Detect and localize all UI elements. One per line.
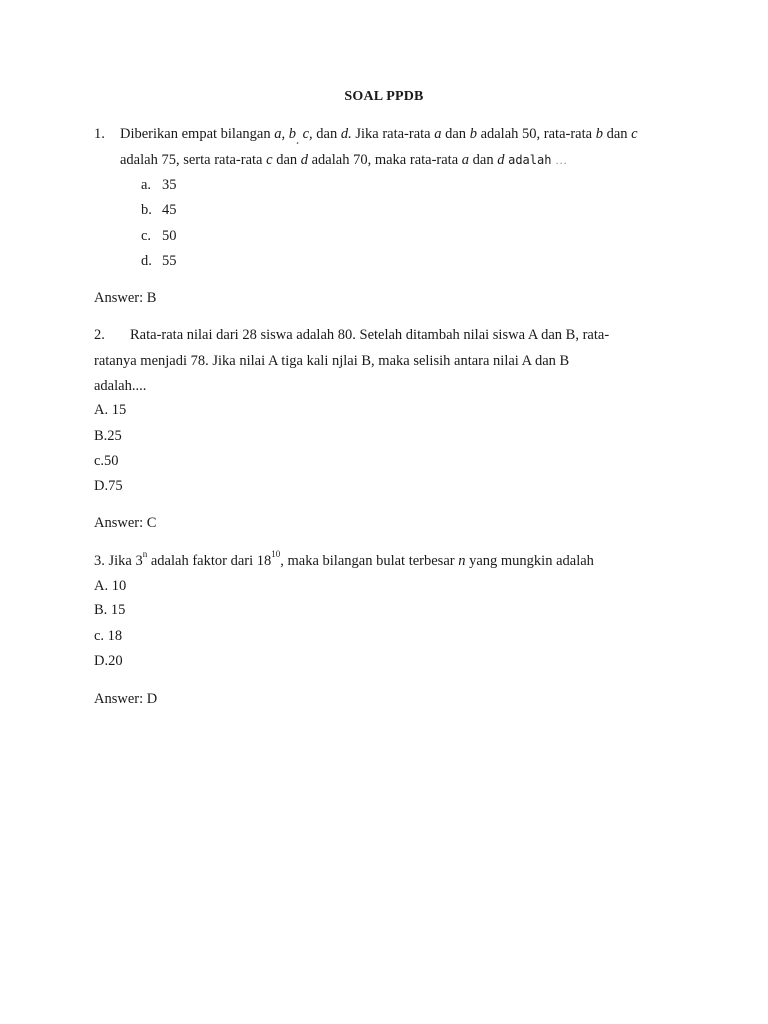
- q2-option: D.75: [94, 478, 123, 494]
- q3-answer: Answer: D: [94, 691, 158, 707]
- q2-line-2: ratanya menjadi 78. Jika nilai A tiga kali njlai B, maka selisih antara nilai A dan B: [94, 353, 570, 369]
- q2-option: B.25: [94, 428, 122, 444]
- q1-line-1: Diberikan empat bilangan a, $b_¸$ c, dan d. Jika rata-rata a dan b adalah 50, rata-rata b dan c: [120, 126, 638, 144]
- q2-answer: Answer: C: [94, 515, 157, 531]
- page-title: SOAL PPDB: [344, 89, 424, 104]
- q1-option-value: 45: [162, 202, 177, 218]
- q1-option-letter: d.: [141, 253, 152, 269]
- q1-option-value: 55: [162, 253, 177, 269]
- q3-option: A. 10: [94, 578, 127, 594]
- q3-option: B. 15: [94, 602, 126, 618]
- q3-question: 3. Jika 3$^n$ adalah faktor dari $18^{10}$, maka bilangan bulat terbesar n yang mungkin adalah: [94, 549, 594, 569]
- q1-option-letter: c.: [141, 228, 152, 244]
- q1-answer: Answer: B: [94, 290, 157, 306]
- q1-line-2: adalah 75, serta rata-rata c dan d adalah 70, maka rata-rata a dan d adalah …: [120, 152, 568, 168]
- q2-option: A. 15: [94, 402, 127, 418]
- q1-number: 1.: [94, 126, 105, 142]
- q1-option-letter: b.: [141, 202, 152, 218]
- q2-line-3: adalah....: [94, 378, 147, 394]
- q3-option: c. 18: [94, 628, 123, 644]
- q2-line-1: Rata-rata nilai dari 28 siswa adalah 80. Setelah ditambah nilai siswa A dan B, rata-: [130, 327, 610, 343]
- q1-option-letter: a.: [141, 177, 152, 193]
- q2-number: 2.: [94, 327, 105, 343]
- q1-option-value: 35: [162, 177, 177, 193]
- q2-option: c.50: [94, 453, 119, 469]
- q3-option: D.20: [94, 653, 123, 669]
- q1-option-value: 50: [162, 228, 177, 244]
